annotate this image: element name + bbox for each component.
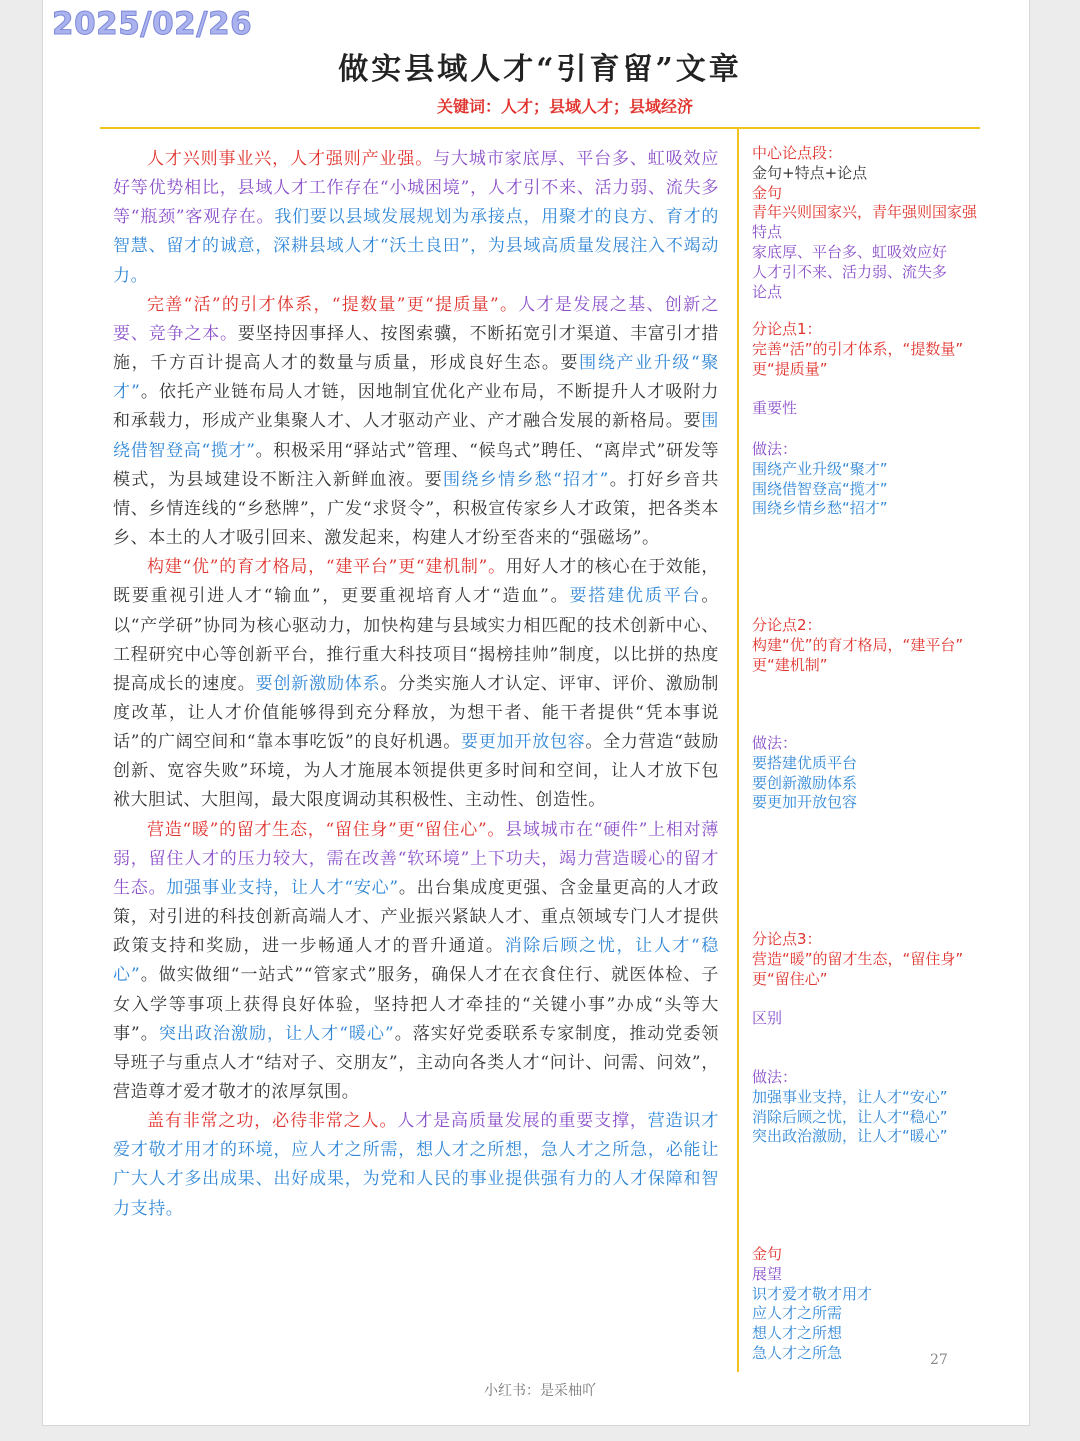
annotation-line: [752, 379, 963, 399]
annotation-line: 急人才之所急: [752, 1343, 843, 1362]
text-run: 人才兴则事业兴，人才强则产业强。: [147, 149, 434, 169]
annotation-block: [752, 616, 963, 675]
text-run: 围绕产业升级“聚才”: [113, 353, 719, 403]
text-run: 要更加开放包容: [461, 732, 586, 753]
annotation-line: 突出政治激励，让人才“暖心”: [752, 1127, 948, 1146]
article-body: [113, 145, 719, 1224]
text-run: 构建“优”的育才格局，“建平台”更“建机制”。: [147, 557, 506, 578]
article-paragraph: [113, 553, 719, 815]
annotation-block: [752, 320, 963, 419]
keywords-line: 关键词：人才；县域人才；县域经济: [436, 97, 693, 116]
annotation-line: 要创新激励体系: [752, 773, 858, 792]
annotation-block: [752, 930, 963, 1029]
text-run: 。分类实施人才认定、评审、评价、激励制度改革，让人才价值能够得到充分释放，为想干者、能干者提供“凭本事说话”的广阔空间和“靠本事吃饭”的良好机遇。: [113, 673, 719, 753]
text-run: 。落实好党委联系专家制度，推动党委领导班子与重点人才“结对子、交朋友”，主动向各类人才“问计、问需、问效”，营造尊才爱才敬才的浓厚氛围。: [113, 1023, 719, 1102]
annotation-line: 青年兴则国家兴，青年强则国家强: [752, 203, 978, 222]
text-run: 围绕借智登高“揽才”: [113, 411, 719, 461]
article-title: 做实县域人才“引育留”文章: [338, 52, 742, 87]
text-run: 。全力营造“鼓励创新、宽容失败”环境，为人才施展本领提供更多时间和空间，让人才放下包袱大胆试、大胆闯，最大限度调动其积极性、主动性、创造性。: [113, 732, 719, 811]
text-run: 用好人才的核心在于效能，既要重视引进人才“输血”，更要重视培育人才“造血”。: [113, 557, 719, 607]
annotation-line: 金句: [752, 1245, 783, 1263]
annotation-block: [752, 1068, 948, 1147]
annotation-line: 完善“活”的引才体系，“提数量”: [752, 339, 964, 358]
text-run: 突出政治激励，让人才“暖心”: [158, 1023, 395, 1044]
article-paragraph: [113, 291, 719, 553]
text-run: 县域城市在“硬件”上相对薄弱，留住人才的压力较大，需在改善“软环境”上下功夫，竭力营造暖心的留才生态。: [113, 819, 719, 898]
annotation-line: 做法：: [752, 734, 798, 752]
text-run: 营造“暖”的留才生态，“留住身”更“留住心”。: [147, 819, 506, 840]
annotation-line: 要搭建优质平台: [752, 753, 858, 772]
annotation-line: 围绕产业升级“聚才”: [752, 459, 888, 478]
text-run: 。做实做细“一站式”“管家式”服务，确保人才在衣食住行、就医体检、子女入学等事项上获得良好体验，坚持把人才牵挂的“关键小事”办成“头等大事”。: [113, 965, 719, 1044]
annotation-line: 要更加开放包容: [752, 793, 858, 812]
annotation-line: 展望: [752, 1264, 783, 1283]
text-run: 消除后顾之忧，让人才“稳心”: [113, 936, 719, 986]
annotation-block: [752, 1245, 872, 1364]
text-run: 要坚持因事择人、按图索骥，不断拓宽引才渠道、丰富引才措施，千方百计提高人才的数量与质量，形成良好生态。要: [113, 323, 719, 374]
annotation-line: 分论点1：: [752, 320, 822, 338]
annotation-line: 重要性: [752, 399, 798, 418]
text-run: 与大城市家底厚、平台多、虹吸效应好等优势相比，县域人才工作存在“小城困境”，人才引不来、活力弱、流失多等“瓶颈”客观存在。: [113, 149, 719, 228]
annotation-line: 区别: [752, 1009, 783, 1028]
annotation-line: 分论点2：: [752, 616, 822, 634]
annotation-line: 想人才之所想: [752, 1324, 843, 1343]
text-run: 。打好乡音共情、乡情连线的“乡愁牌”，广发“求贤令”，积极宣传家乡人才政策，把各类本乡、本土的人才吸引回来、激发起来，构建人才纷至沓来的“强磁场”。: [113, 469, 719, 549]
annotation-line: 做法：: [752, 440, 798, 458]
text-run: 。以“产学研”协同为核心驱动力，加快构建与县域实力相匹配的技术创新中心、工程研究中心等创新平台，推行重大科技项目“揭榜挂帅”制度，以比拼的热度提高成长的速度。: [113, 586, 719, 694]
annotation-line: 金句+特点+论点: [752, 163, 868, 182]
article-paragraph: [113, 1107, 719, 1224]
date-stamp: 2025/02/26: [52, 6, 253, 42]
annotation-line: 应人才之所需: [752, 1304, 843, 1323]
article-paragraph: [113, 145, 719, 291]
text-run: 我们要以县域发展规划为承接点，用聚才的良方、育才的智慧、留才的诚意，深耕县域人才“沃土良田”，为县域高质量发展注入不竭动力。: [113, 207, 719, 286]
annotation-line: 围绕乡情乡愁“招才”: [752, 499, 888, 518]
text-run: 要搭建优质平台: [569, 586, 702, 607]
page-number: 27: [930, 1352, 948, 1368]
annotation-line: 围绕借智登高“揽才”: [752, 479, 888, 498]
text-run: 营造识才爱才敬才用才的环境，应人才之所需，想人才之所想，急人才之所急，必能让广大人才多出成果、出好成果，为党和人民的事业提供强有力的人才保障和智力支持。: [113, 1111, 719, 1219]
text-run: 。出台集成度更强、含金量更高的人才政策，对引进的科技创新高端人才、产业振兴紧缺人才、重点领域专门人才提供政策支持和奖励，进一步畅通人才的晋升通道。: [113, 877, 719, 957]
text-run: 盖有非常之功，必待非常之人。: [147, 1111, 398, 1132]
article-paragraph: [113, 816, 719, 1108]
annotation-line: 更“建机制”: [752, 655, 828, 674]
annotation-line: 识才爱才敬才用才: [752, 1284, 873, 1303]
annotation-line: [752, 989, 963, 1009]
text-run: 围绕乡情乡愁“招才”: [443, 469, 609, 490]
annotation-line: 做法：: [752, 1068, 798, 1086]
annotation-line: 分论点3：: [752, 930, 822, 948]
annotation-block: [752, 440, 888, 519]
text-run: 要创新激励体系: [255, 673, 381, 694]
text-run: 人才是高质量发展的重要支撑，: [397, 1111, 648, 1132]
annotation-line: 人才引不来、活力弱、流失多: [752, 262, 948, 281]
text-run: 人才是发展之基、创新之要、竞争之本。: [113, 294, 719, 344]
annotation-line: 更“留住心”: [752, 969, 828, 988]
annotation-line: 论点: [752, 282, 783, 301]
text-run: 完善“活”的引才体系，“提数量”更“提质量”。: [147, 294, 519, 315]
annotation-line: 中心论点段：: [752, 144, 843, 162]
header-divider: [100, 127, 980, 129]
annotation-block: [752, 144, 977, 302]
annotation-line: 消除后顾之忧，让人才“稳心”: [752, 1107, 948, 1126]
text-run: 。积极采用“驿站式”管理、“候鸟式”聘任、“离岸式”研发等模式，为县域建设不断注入新鲜血液。要: [113, 440, 719, 490]
text-run: 。依托产业链布局人才链，因地制宜优化产业布局，不断提升人才吸附力和承载力，形成产业集聚人才、人才驱动产业、产才融合发展的新格局。要: [113, 382, 719, 432]
annotation-block: [752, 734, 857, 813]
text-run: 加强事业支持，让人才“安心”: [166, 877, 399, 898]
annotation-line: 家底厚、平台多、虹吸效应好: [752, 242, 948, 261]
annotation-line: 金句: [752, 183, 783, 202]
annotation-line: 营造“暖”的留才生态，“留住身”: [752, 949, 964, 968]
column-divider: [737, 127, 739, 1372]
annotation-line: 加强事业支持，让人才“安心”: [752, 1087, 948, 1106]
footer-credit: 小红书：是采柚吖: [484, 1383, 596, 1399]
annotation-line: 更“提质量”: [752, 359, 828, 378]
annotation-line: 特点: [752, 223, 783, 242]
annotation-line: 构建“优”的育才格局，“建平台”: [752, 635, 964, 654]
